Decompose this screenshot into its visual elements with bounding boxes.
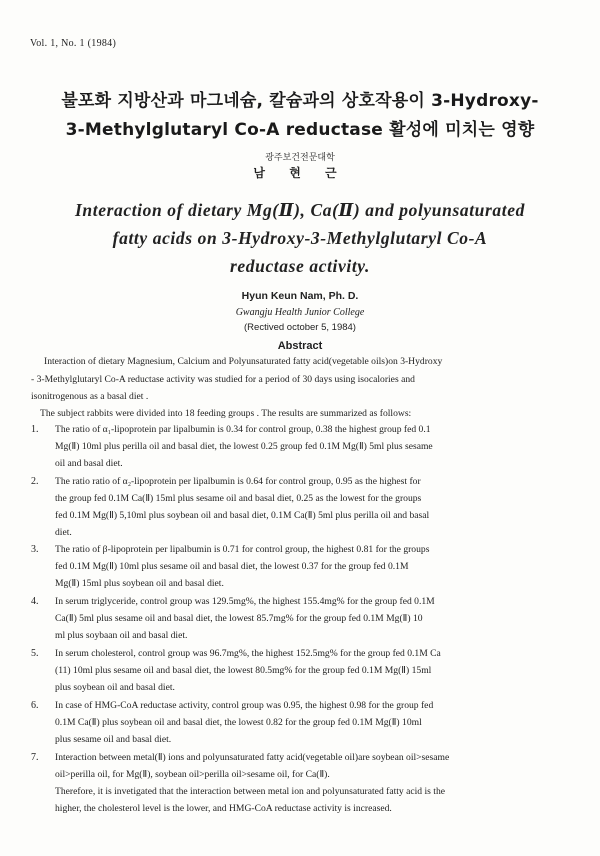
author-college: Gwangju Health Junior College bbox=[235, 307, 365, 318]
result-line: ml plus soybaan oil and basal diet. bbox=[55, 630, 188, 641]
result-line: oil>perilla oil, for Mg(Ⅱ), soybean oil>perilla oil>sesame oil, for Ca(Ⅱ). bbox=[55, 769, 330, 780]
result-line: The ratio of α₁-lipoprotein par lipalbumin is 0.34 for control group, 0.38 the highest group fed 0.1 bbox=[55, 424, 431, 435]
korean-author: 남 현 근 bbox=[253, 166, 347, 180]
korean-title-line-1: 불포화 지방산과 마그네슘, 칼슘과의 상호작용이 3-Hydroxy- bbox=[61, 91, 539, 111]
author-name: Hyun Keun Nam, Ph. D. bbox=[241, 290, 359, 302]
result-line: higher, the cholesterol level is the lower, and HMG-CoA reductase activity is increased. bbox=[55, 803, 392, 814]
result-line: diet. bbox=[55, 527, 72, 538]
result-line: the group fed 0.1M Ca(Ⅱ) 15ml plus sesame oil and basal diet, 0.25 as the lowest for the groups bbox=[55, 493, 422, 504]
result-number: 3. bbox=[31, 544, 39, 555]
korean-affiliation: 광주보건전문대학 bbox=[265, 153, 335, 163]
result-line: Interaction between metal(Ⅱ) ions and polyunsaturated fatty acid(vegetable oil)are soybean oil>sesame bbox=[55, 752, 450, 763]
result-line: Ca(Ⅱ) 5ml plus sesame oil and basal diet, the lowest 85.7mg% for the group fed 0.1M Mg(Ⅱ) 10 bbox=[55, 613, 423, 624]
result-line: In case of HMG-CoA reductase activity, control group was 0.95, the highest 0.98 for the group fed bbox=[55, 700, 434, 711]
result-line: fed 0.1M Mg(Ⅱ) 5,10ml plus soybean oil and basal diet, 0.1M Ca(Ⅱ) 5ml plus perilla oil and basal bbox=[55, 510, 430, 521]
result-line: Mg(Ⅱ) 15ml plus soybean oil and basal diet. bbox=[55, 578, 224, 589]
english-title-line-3: reductase activity. bbox=[229, 256, 371, 276]
korean-title-line-2: 3-Methylglutaryl Co-A reductase 활성에 미치는 영향 bbox=[65, 120, 535, 140]
volume-header: Vol. 1, No. 1 (1984) bbox=[30, 38, 117, 49]
result-line: In serum cholesterol, control group was 96.7mg%, the highest 152.5mg% for the group fed 0.1M Ca bbox=[55, 648, 441, 659]
result-line: 0.1M Ca(Ⅱ) plus soybean oil and basal diet, the lowest 0.82 for the group fed 0.1M Mg(Ⅱ) 10ml bbox=[55, 717, 422, 728]
result-number: 7. bbox=[31, 752, 39, 763]
result-number: 1. bbox=[31, 424, 39, 435]
result-line: plus sesame oil and basal diet. bbox=[55, 734, 172, 745]
result-number: 5. bbox=[31, 648, 39, 659]
english-title-line-1: Interaction of dietary Mg(Ⅱ), Ca(Ⅱ) and polyunsaturated bbox=[75, 200, 525, 220]
received-date: (Rectived october 5, 1984) bbox=[244, 322, 356, 333]
result-line: Therefore, it is invetigated that the interaction between metal ion and polyunsaturated fatty acid is the bbox=[55, 786, 446, 797]
result-line: (11) 10ml plus sesame oil and basal diet, the lowest 80.5mg% for the group fed 0.1M Mg(Ⅱ) 15ml bbox=[55, 665, 432, 676]
result-line: plus soybean oil and basal diet. bbox=[55, 682, 175, 693]
result-line: The ratio of β-lipoprotein per lipalbumin is 0.71 for control group, the highest 0.81 for the groups bbox=[55, 544, 430, 555]
result-number: 6. bbox=[31, 700, 39, 711]
abstract-intro-line: Interaction of dietary Magnesium, Calcium and Polyunsaturated fatty acid(vegetable oils)on 3-Hydroxy bbox=[44, 356, 443, 367]
abstract-heading: Abstract bbox=[277, 340, 323, 352]
abstract-intro-line: The subject rabbits were divided into 18 feeding groups . The results are summarized as follows: bbox=[40, 408, 412, 419]
abstract-intro-line: isonitrogenous as a basal diet . bbox=[31, 391, 149, 402]
abstract-intro-line: - 3-Methylglutaryl Co-A reductase activity was studied for a period of 30 days using isocalories and bbox=[31, 374, 415, 385]
result-line: Mg(Ⅱ) 10ml plus perilla oil and basal diet, the lowest 0.25 group fed 0.1M Mg(Ⅱ) 5ml plus sesame bbox=[55, 441, 433, 452]
result-line: In serum triglyceride, control group was 129.5mg%, the highest 155.4mg% for the group fed 0.1M bbox=[55, 596, 435, 607]
result-number: 2. bbox=[31, 476, 39, 487]
result-line: The ratio ratio of α₂-lipoprotein per lipalbumin is 0.64 for control group, 0.95 as the highest for bbox=[55, 476, 421, 487]
english-title-line-2: fatty acids on 3-Hydroxy-3-Methylglutaryl Co-A bbox=[112, 228, 488, 248]
result-line: oil and basal diet. bbox=[55, 458, 123, 469]
result-number: 4. bbox=[31, 596, 39, 607]
result-line: fed 0.1M Mg(Ⅱ) 10ml plus sesame oil and basal diet, the lowest 0.37 for the group fed 0.1M bbox=[55, 561, 409, 572]
